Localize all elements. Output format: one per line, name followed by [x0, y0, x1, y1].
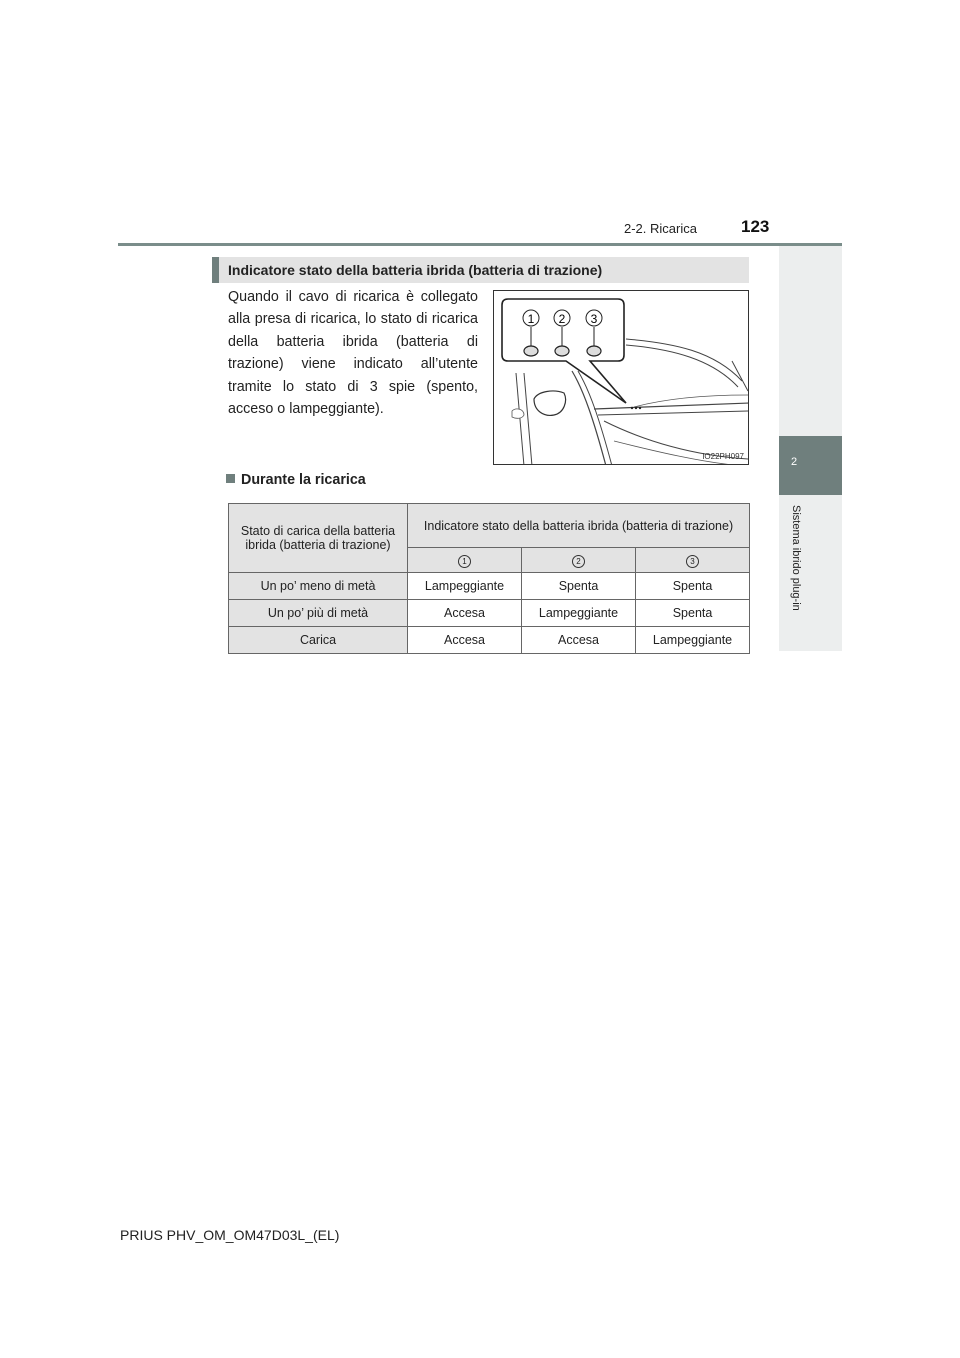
table-header-lamp-2 — [522, 548, 636, 573]
figure-code: IO22PH097 — [702, 452, 744, 461]
section-heading-text: Indicatore stato della batteria ibrida (batteria di trazione) — [228, 262, 603, 278]
header-rule — [118, 243, 842, 246]
row-lamp-1: Lampeggiante — [408, 573, 522, 600]
circled-number-2: 2 — [572, 555, 585, 568]
table-row — [229, 627, 750, 654]
chapter-label: Sistema ibrido plug-in — [790, 505, 802, 611]
square-bullet-icon — [226, 474, 235, 483]
running-header-section: 2-2. Ricarica — [624, 221, 697, 236]
callout-numbers — [494, 291, 749, 465]
table-header-lamp-1 — [408, 548, 522, 573]
page-number: 123 — [741, 217, 770, 236]
charge-indicator-illustration — [493, 290, 749, 465]
body-paragraph: Quando il cavo di ricarica è collegato alla presa di ricarica, lo stato di ricarica della batteria ibrida (batteria di trazione) viene indicato all’utente tramite lo stato di 3 spie (spento, acceso o lampeggiante). — [228, 289, 478, 418]
table-row — [229, 600, 750, 627]
row-lamp-2: Accesa — [522, 627, 636, 654]
subheading — [226, 472, 366, 488]
section-heading — [212, 257, 749, 283]
table-header-state: Stato di carica della batteria ibrida (batteria di trazione) — [229, 504, 408, 573]
document-footer: PRIUS PHV_OM_OM47D03L_(EL) — [120, 1227, 340, 1243]
table-header-indicator: Indicatore stato della batteria ibrida (batteria di trazione) — [408, 504, 750, 548]
row-lamp-1: Accesa — [408, 600, 522, 627]
table-header-lamp-3 — [636, 548, 750, 573]
row-lamp-3: Spenta — [636, 600, 750, 627]
charge-status-table — [228, 503, 750, 654]
circled-number-1: 1 — [458, 555, 471, 568]
row-lamp-1: Accesa — [408, 627, 522, 654]
callout-2: 2 — [558, 312, 566, 326]
row-lamp-2: Lampeggiante — [522, 600, 636, 627]
callout-1: 1 — [527, 312, 535, 326]
row-state: Un po’ meno di metà — [229, 573, 408, 600]
row-state: Un po’ più di metà — [229, 600, 408, 627]
chapter-number: 2 — [790, 456, 798, 468]
subheading-text: Durante la ricarica — [241, 472, 366, 488]
row-lamp-3: Spenta — [636, 573, 750, 600]
row-state: Carica — [229, 627, 408, 654]
circled-number-3: 3 — [686, 555, 699, 568]
row-lamp-2: Spenta — [522, 573, 636, 600]
row-lamp-3: Lampeggiante — [636, 627, 750, 654]
table-row — [229, 573, 750, 600]
callout-3: 3 — [590, 312, 598, 326]
